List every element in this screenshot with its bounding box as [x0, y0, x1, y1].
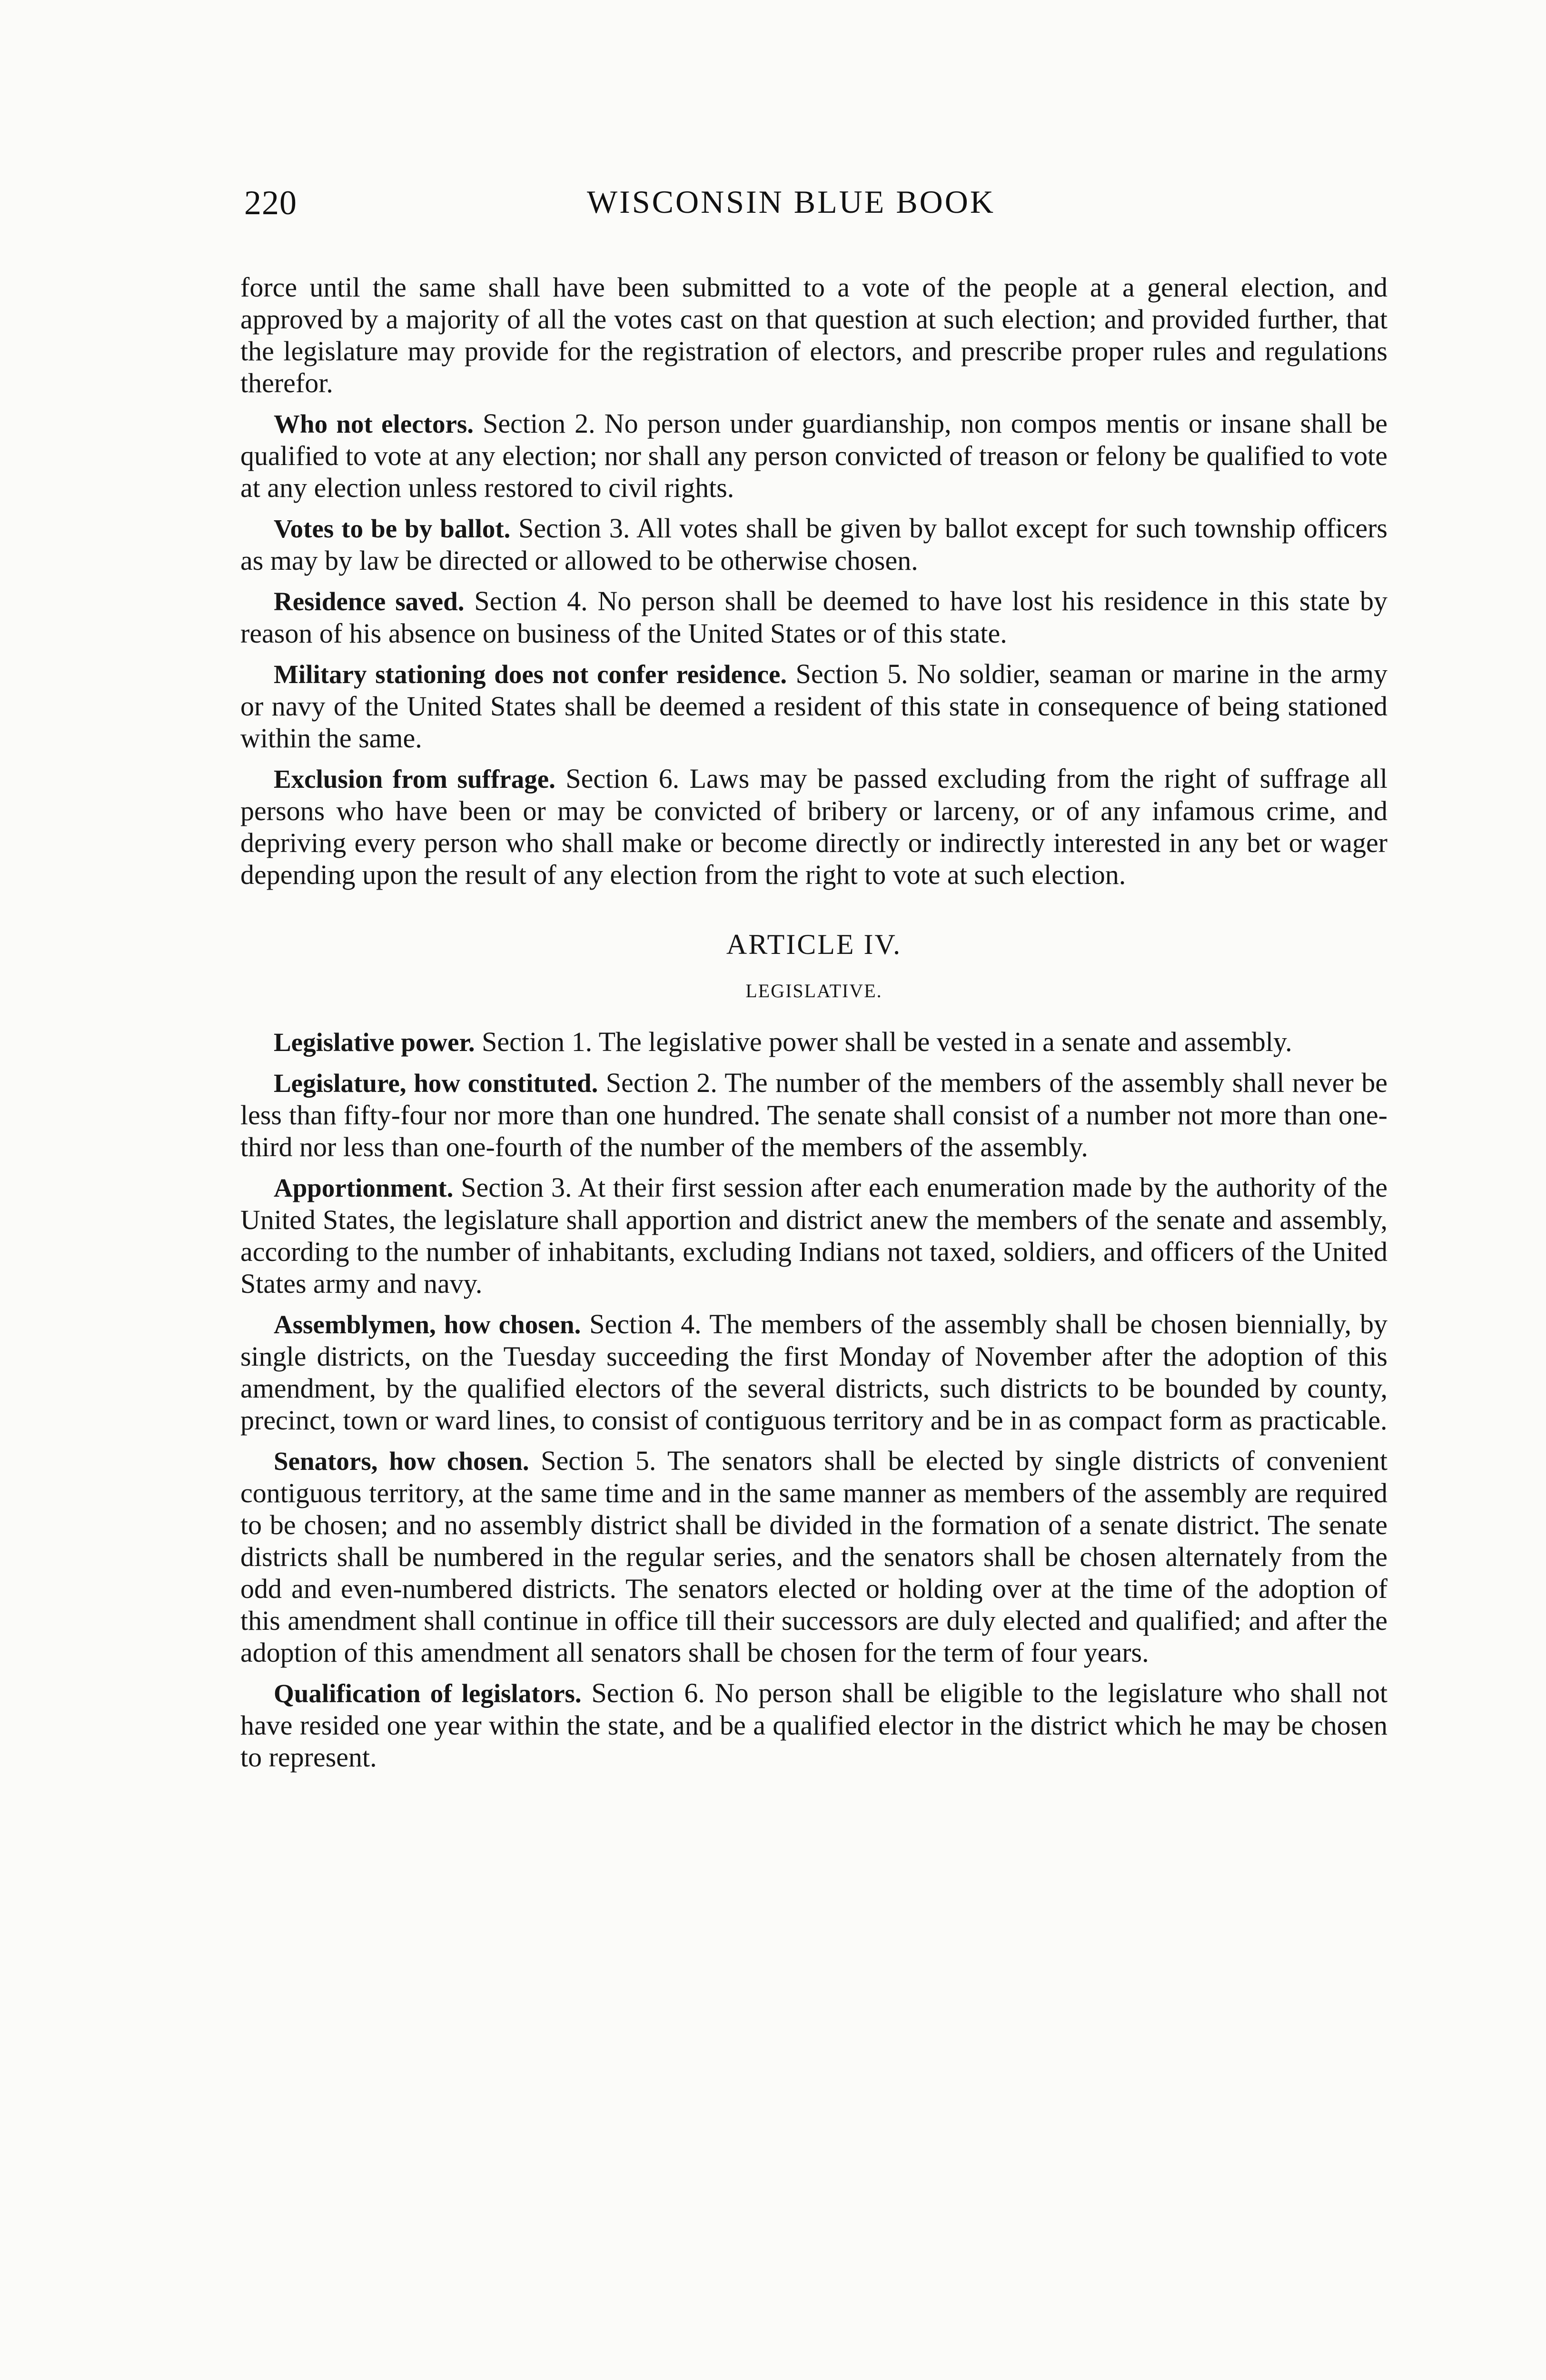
page-number: 220 — [244, 184, 297, 222]
section-text: Section 4. No person shall be deemed to have lost his residence in this state by reason of his absence on business of the United States or of this state. — [240, 585, 1387, 649]
section-paragraph — [240, 585, 1387, 649]
section-heading: Exclusion from suffrage. — [274, 764, 555, 793]
section-text: Section 6. Laws may be passed excluding from the right of suffrage all persons who have been or may be convicted of bribery or larceny, or of any infamous crime, and depriving every person who shall make or become directly or indirectly interested in any bet or wager depending upon the result of any election from the right to vote at such election. — [240, 763, 1388, 890]
section-heading: Legislative power. — [274, 1028, 475, 1057]
section-text: Section 5. No soldier, seaman or marine in the army or navy of the United States shall be deemed a resident of this state in consequence of being stationed within the same. — [240, 658, 1387, 754]
section-paragraph — [240, 1171, 1387, 1299]
section-heading: Who not electors. — [274, 409, 474, 438]
section-heading: Senators, how chosen. — [274, 1447, 529, 1476]
section-text: Section 1. The legislative power shall be vested in a senate and assembly. — [475, 1026, 1292, 1057]
section-paragraph — [240, 1445, 1387, 1668]
section-paragraph — [240, 658, 1387, 754]
section-paragraph — [240, 512, 1387, 576]
article-subtitle: LEGISLATIVE. — [745, 980, 882, 1002]
page-body — [240, 271, 1387, 1773]
section-text: Section 3. At their first session after each enumeration made by the authority of the United States, the legislature shall apportion and district anew the members of the senate and assembly, according to the number of inhabitants, excluding Indians not taxed, soldiers, and officers of the United States army and navy. — [240, 1172, 1387, 1299]
section-heading: Votes to be by ballot. — [274, 514, 511, 543]
section-heading: Assemblymen, how chosen. — [274, 1310, 581, 1339]
continuation-paragraph: force until the same shall have been submitted to a vote of the people at a general election, and approved by a majority of all the votes cast on that question at such election; and provided further, that the legislature may provide for the registration of electors, and prescribe proper rules and regulations therefor. — [240, 272, 1387, 398]
section-text: Section 4. The members of the assembly shall be chosen biennially, by single districts, on the Tuesday succeeding the first Monday of November after the adoption of this amendment, by the qualified electors of the several districts, such districts to be bounded by county, precinct, town or ward lines, to consist of contiguous territory and be in as compact form as practicable. — [240, 1309, 1388, 1436]
section-heading: Residence saved. — [274, 587, 465, 616]
section-text: Section 3. All votes shall be given by ballot except for such township officers as may by law be directed or allowed to be otherwise chosen. — [240, 513, 1387, 576]
section-paragraph — [240, 1308, 1387, 1436]
section-heading: Qualification of legislators. — [274, 1679, 582, 1708]
article-title: ARTICLE IV. — [726, 929, 902, 960]
section-text: Section 2. No person under guardianship, non compos mentis or insane shall be qualified to vote at any election; nor shall any person convicted of treason or felony be qualified to vote at any election unless restored to civil rights. — [240, 408, 1387, 503]
section-paragraph — [240, 763, 1387, 891]
page-header — [244, 183, 1377, 231]
section-paragraph — [240, 1677, 1387, 1773]
section-heading: Military stationing does not confer residence. — [274, 660, 787, 689]
section-heading: Legislature, how constituted. — [274, 1069, 598, 1098]
running-title: WISCONSIN BLUE BOOK — [587, 184, 995, 220]
section-text: Section 5. The senators shall be elected by single districts of convenient contiguous territory, at the same time and in the same manner as members of the assembly are required to be chosen; and no assembly district shall be divided in the formation of a senate district. The senate districts shall be numbered in the regular series, and the senators shall be chosen alternately from the odd and even-numbered districts. The senators elected or holding over at the time of the adoption of this amendment shall continue in office till their successors are duly elected and qualified; and after the adoption of this amendment all senators shall be chosen for the term of four years. — [240, 1445, 1387, 1668]
section-paragraph — [240, 1067, 1387, 1163]
section-text: Section 6. No person shall be eligible to the legislature who shall not have resided one year within the state, and be a qualified elector in the district which he may be chosen to represent. — [240, 1677, 1387, 1773]
section-text: Section 2. The number of the members of the assembly shall never be less than fifty-four nor more than one hundred. The senate shall consist of a number not more than one-third nor less than one-fourth of the number of the members of the assembly. — [240, 1067, 1387, 1162]
section-heading: Apportionment. — [274, 1173, 454, 1202]
section-paragraph — [240, 407, 1387, 504]
section-paragraph — [240, 1026, 1387, 1058]
